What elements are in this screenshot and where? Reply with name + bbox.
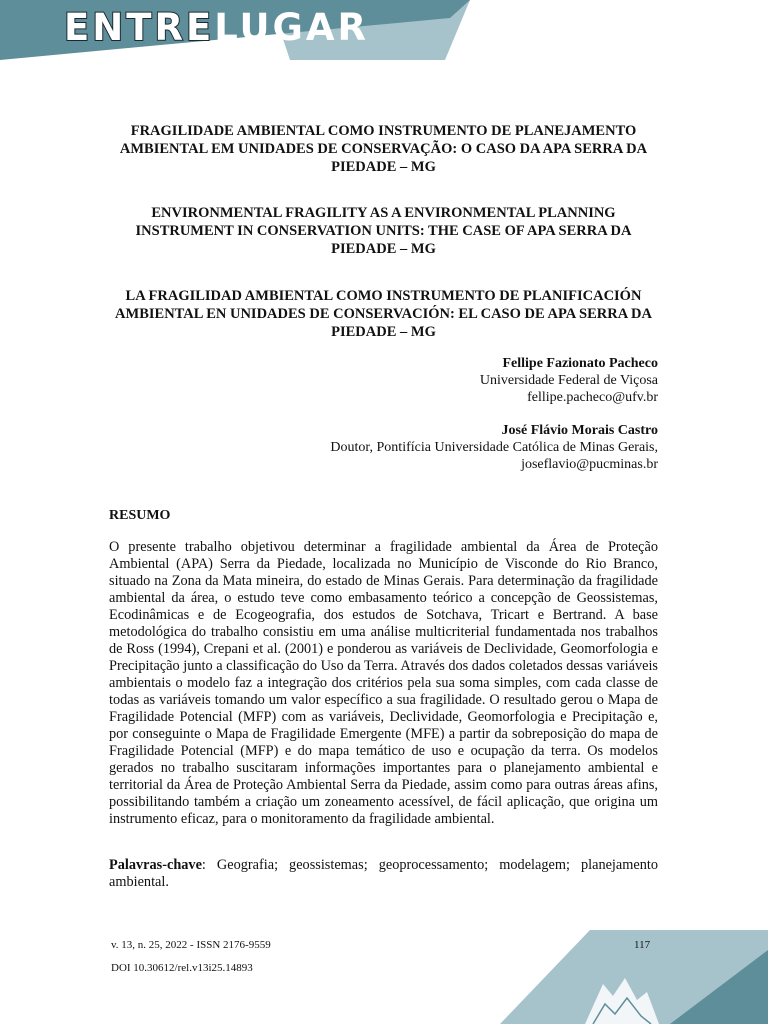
author-1-name: Fellipe Fazionato Pacheco <box>502 356 658 371</box>
footer-banner <box>480 930 768 1024</box>
keywords-text: : Geografia; geossistemas; geoprocessamento; modelagem; planejamento ambiental. <box>109 857 658 890</box>
footer-doi: DOI 10.30612/rel.v13i25.14893 <box>111 962 253 974</box>
author-2 <box>330 422 658 473</box>
keywords <box>109 857 658 891</box>
author-2-name: José Flávio Morais Castro <box>501 423 658 438</box>
abstract-heading: RESUMO <box>109 508 171 523</box>
author-2-email: joseflavio@pucminas.br <box>521 457 658 472</box>
journal-logo <box>64 6 369 50</box>
logo-lugar: LUGAR <box>214 6 370 49</box>
title-spanish: LA FRAGILIDAD AMBIENTAL COMO INSTRUMENTO DE PLANIFICACIÓN AMBIENTAL EN UNIDADES DE CONSERVACIÓN: EL CASO DE APA SERRA DA PIEDADE – MG <box>115 288 652 340</box>
author-2-affiliation: Doutor, Pontifícia Universidade Católica de Minas Gerais, <box>330 440 658 455</box>
author-1 <box>480 355 658 406</box>
title-portuguese: FRAGILIDADE AMBIENTAL COMO INSTRUMENTO DE PLANEJAMENTO AMBIENTAL EM UNIDADES DE CONSERVAÇÃO: O CASO DA APA SERRA DA PIEDADE – MG <box>119 123 648 175</box>
footer-volume: v. 13, n. 25, 2022 - ISSN 2176-9559 <box>111 939 271 951</box>
author-1-affiliation: Universidade Federal de Viçosa <box>479 373 658 388</box>
page-number: 117 <box>634 939 651 951</box>
logo-entre: ENTRE <box>64 6 215 49</box>
keywords-label: Palavras-chave <box>109 857 202 873</box>
title-english: ENVIRONMENTAL FRAGILITY AS A ENVIRONMENTAL PLANNING INSTRUMENT IN CONSERVATION UNITS: THE CASE OF APA SERRA DA PIEDADE – MG <box>135 205 632 257</box>
abstract-body: O presente trabalho objetivou determinar a fragilidade ambiental da Área de Proteção Ambiental (APA) Serra da Piedade, localizada no Município de Visconde do Rio Branco, situado na Zona da Mata mineira, do estado de Minas Gerais. Para determinação da fragilidade ambiental da área, o estudo teve como embasamento teórico a concepção de Geossistemas, Ecodinâmicas e de Ecogeografia, dos estudos de Sotchava, Tricart e Bertrand. A base metodológica do trabalho consistiu em uma análise multicriterial fundamentada nos trabalhos de Ross (1994), Crepani et al. (2001) e ponderou as variáveis de Declividade, Geomorfologia e Precipitação junto a classificação do Uso da Terra. Através dos dados coletados dessas variáveis ambientais o modelo faz a integração dos critérios pela sua soma simples, com cada classe de todas as variáveis tomando um valor específico a sua fragilidade. O resultado gerou o Mapa de Fragilidade Potencial (MFP) com as variáveis, Declividade, Geomorfologia e Precipitação e, por conseguinte o Mapa de Fragilidade Emergente (MFE) a partir da sobreposição do mapa de Fragilidade Potencial (MFP) e do mapa temático de uso e ocupação da terra. Os modelos gerados no trabalho suscitaram informações importantes para o planejamento ambiental e territorial da Área de Proteção Ambiental Serra da Piedade, assim como para outras áreas afins, possibilitando também a criação um zoneamento acessível, de fácil aplicação, que origina um instrumento eficaz, para o monitoramento da fragilidade ambiental. <box>109 539 658 827</box>
author-1-email: fellipe.pacheco@ufv.br <box>527 390 658 405</box>
